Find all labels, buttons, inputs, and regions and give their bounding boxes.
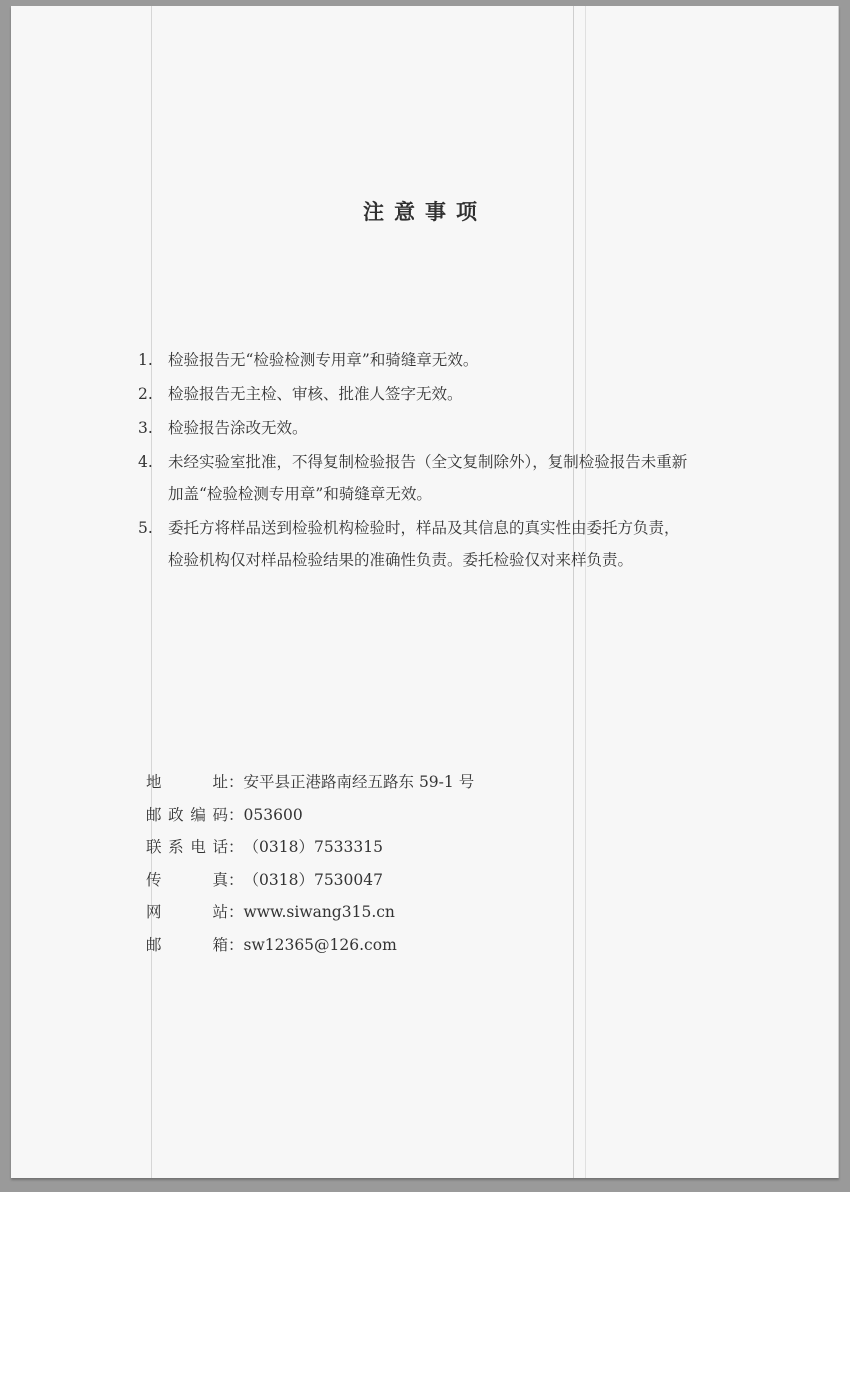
document-page <box>11 6 839 1178</box>
contact-row-fax <box>146 864 474 897</box>
contact-label: 联系电话 <box>146 838 228 856</box>
note-item <box>138 412 738 444</box>
email-value: sw12365@126.com <box>243 935 397 954</box>
contact-row-postcode <box>146 799 474 832</box>
contact-row-address <box>146 766 474 799</box>
page-title: 注意事项 <box>363 199 487 224</box>
fold-line <box>585 6 586 1178</box>
contact-separator: ： <box>228 773 244 791</box>
address-value: 安平县正港路南经五路东 59-1 号 <box>243 773 475 791</box>
fold-line <box>151 6 152 1178</box>
postcode-value: 053600 <box>243 805 303 824</box>
fax-value: （0318）7530047 <box>243 870 383 889</box>
contact-separator: ： <box>228 903 244 921</box>
fold-line <box>573 6 574 1178</box>
note-number: 5. <box>138 519 153 537</box>
contact-row-website <box>146 896 474 929</box>
contact-label: 传真 <box>146 870 228 889</box>
note-item <box>138 512 738 576</box>
contact-separator: ： <box>228 838 244 856</box>
note-text-continued: 加盖“检验检测专用章”和骑缝章无效。 <box>168 485 432 503</box>
note-text-continued: 检验机构仅对样品检验结果的准确性负责。委托检验仅对来样负责。 <box>168 551 634 569</box>
note-item <box>138 344 738 376</box>
note-text: 检验报告无“检验检测专用章”和骑缝章无效。 <box>168 351 479 369</box>
notes-list <box>138 344 738 578</box>
note-item <box>138 446 738 510</box>
contact-label: 邮政编码 <box>146 805 228 824</box>
note-text: 检验报告无主检、审核、批准人签字无效。 <box>168 385 463 403</box>
note-number: 3. <box>138 419 153 437</box>
contact-separator: ： <box>228 870 244 889</box>
note-number: 1. <box>138 351 153 369</box>
contact-separator: ： <box>228 935 244 954</box>
note-number: 2. <box>138 385 153 403</box>
note-number: 4. <box>138 453 153 471</box>
contact-info <box>146 766 474 961</box>
website-value: www.siwang315.cn <box>243 903 395 921</box>
contact-row-email <box>146 929 474 962</box>
contact-separator: ： <box>228 805 244 824</box>
note-text: 未经实验室批准，不得复制检验报告（全文复制除外），复制检验报告未重新 <box>168 453 688 471</box>
contact-label: 邮箱 <box>146 935 228 954</box>
phone-value: （0318）7533315 <box>243 838 383 856</box>
note-text: 委托方将样品送到检验机构检验时，样品及其信息的真实性由委托方负责， <box>168 519 680 537</box>
contact-row-phone <box>146 831 474 864</box>
note-text: 检验报告涂改无效。 <box>168 419 308 437</box>
contact-label: 网站 <box>146 903 228 921</box>
note-item <box>138 378 738 410</box>
contact-label: 地址 <box>146 773 228 791</box>
